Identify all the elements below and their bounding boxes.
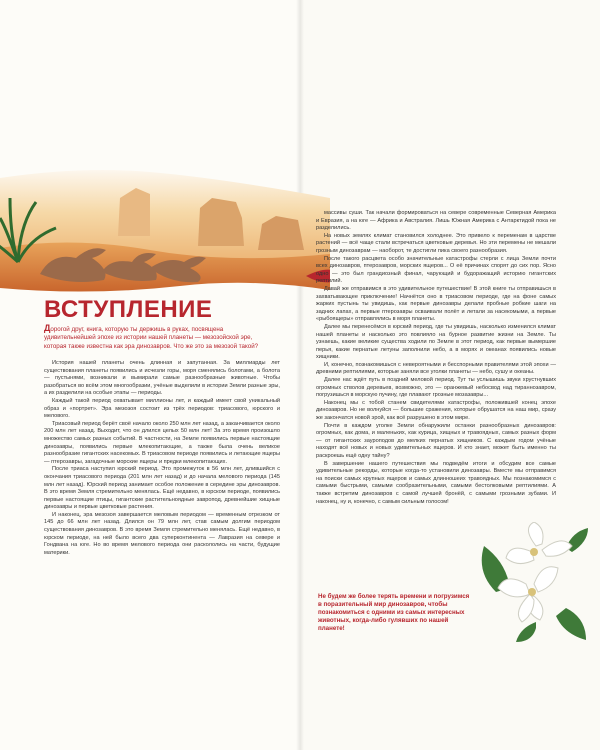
body-paragraph: На новых землях климат становился холоднее. Это привело к переменам в царстве растений — всё чаще стали встречаться цветковые деревья. Но эти перемены не мешали грозным динозаврам — наоборот, те достигли пика своего разнообразия. [316, 232, 556, 254]
body-paragraph: Далее мы перенесёмся в юрский период, где ты увидишь, насколько изменился климат нашей планеты и насколько это повлияло на бурное развитие жизни на Земле. Ты узнаешь, какие великие существа ходили по Земле в этот период, как первые вымершие перья, какие пернатые летуны заполнили небо, а в морях и океанах появились новые хищники. [316, 323, 556, 361]
dinosaur-illustration [0, 158, 330, 308]
body-paragraph: И наконец, эра мезозоя завершается меловым периодом — временным отрезком от 145 до 66 млн лет назад. Длился он 79 млн лет, став самым долгим периодом существования динозавров. В это время Земля стремительно менялась. Ещё недавно, в юрском периоде, на ней было всего два суперконтинента — Лавразия на севере и Гондвана на юге. Но во время мелового периода они раскололись на части, будущие материки. [44, 511, 280, 556]
body-paragraph: После такого расцвета особо значительные катастрофы стерли с лица Земли почти всех динозавров, птерозавров, морских ящеров... О её причинах спорят до сих пор. Ясно одно — это был грандиозный финал, чарующий и будоражащий историю гигантских рептилий. [316, 255, 556, 285]
body-paragraph: Триасовый период берёт своё начало около 250 млн лет назад, а заканчивается около 200 млн лет назад. Выходит, что он длился целых 50 млн лет! За это время произошло множество самых разных событий. В частности, на Земле появились первые настоящие динозавры, появились первые млекопитающие, а также была очень великое разнообразие гигантских насекомых. В триасовом периоде появились и летающие ящеры — птерозавры, загадочные морские ящеры и предки млекопитающих. [44, 420, 280, 465]
magnolia-blossoms [498, 522, 572, 622]
body-paragraph: Каждый такой период охватывает миллионы лет, и каждый имеет свой уникальный образ и «портрет». Эра мезозоя состоит из трёх периодов: триасового, юрского и мелового. [44, 397, 280, 420]
body-paragraph: Наконец мы с тобой станем свидетелями катастрофы, положившей конец эпохе динозавров. Но не волнуйся — большие сражения, которые обрушатся на наш мир, сразу же закончатся новой эрой, как всё разрушено в этом мире. [316, 399, 556, 422]
body-paragraph: После триаса наступил юрский период. Это промежуток в 56 млн лет, длившийся с окончания триасового периода (201 млн лет назад) и до начала мелового периода (145 млн лет назад). Юрский период занимает особое положение в середине эры динозавров. В это время Земля стремительно менялась. Ещё недавно, в юрском периоде, появились первые настоящие птицы, гигантские растительноядные завропод, древнейшие хищные динозавры и первые цветковые растения. [44, 466, 280, 511]
body-paragraph: массивы суши. Так начали формироваться на севере современные Северная Америка и Евразия, а на юге — Африка и Австралия. Лишь Южная Америка с Антарктидой пока не разделились. [316, 210, 556, 232]
lead-paragraph [44, 324, 276, 351]
closing-paragraph: Не будем же более терять времени и погрузимся в поразительный мир динозавров, чтобы познакомиться с одними из самых интересных животных, когда-либо гулявших по нашей планете! [318, 593, 470, 632]
book-gutter [296, 0, 304, 750]
body-paragraph: История нашей планеты очень длинная и запутанная. За миллиарды лет существования планеты появились и исчезли горы, моря сменялись болотами, а болота — пустынями, возникали и вымирали самые разнообразные животные. Чтобы разобраться во всём этом многообразии, учёные выделили в истории Земли разные эры, а их разделили на особые этапы — периоды. [44, 360, 280, 397]
page-title: ВСТУПЛЕНИЕ [44, 296, 213, 323]
body-paragraph: Почти в каждом уголке Земли обнаружили останки разнообразных динозавров: огромных, как дома, и маленьких, как курица, хищных и травоядных, самых разных форм — от гигантских зауроподов до мелких пернатых хищников. С каждым годом учёные находят всё новых и новых удивительных ящеров. И кто знает, может быть именно ты раскроешь ещё одну тайну? [316, 422, 556, 459]
mesa-rock [198, 198, 244, 246]
flower-center [528, 588, 536, 596]
body-paragraph: И, конечно, познакомишься с невероятными и бесспорными правителями этой эпохи — древними рептилиями, которые заняли все уголки планеты — небо, сушу и океаны. [316, 361, 556, 376]
magnolia-flower-illustration [476, 522, 588, 642]
right-column-text [316, 210, 556, 506]
body-paragraph: В завершение нашего путешествия мы подведём итоги и обсудим все самые удивительные рекорды, которые когда-то установили динозавры. Вместе мы отправимся на поиски самых крупных ящеров и самых длинношеих травоядных. Мы познакомимся с самыми быстрыми, самыми сообразительными, самыми бестолковыми рептилиями. А также встретим динозавров с самой лучшей бронёй, с самыми грозными зубами. И наконец, ну и, конечно, с самым сильным голосом! [316, 460, 556, 505]
lead-text: орогой друг, книга, которую ты держишь в руках, посвящена удивительнейшей эпохе из истории нашей планеты — мезозойской эре, которая также известна как эра динозавров. Что же это за мезозой такой? [44, 326, 259, 350]
body-paragraph: Давай же отправимся в это удивительное путешествие! В этой книге ты отправишься в захватывающее приключение! Начнётся оно в триасовом периоде, где на фоне самых жарких пустынь ты увидишь, как первые динозавры делали пробные робкие шаги на задних лапах, а первые птерозавры осваивали полёт и летали за насекомыми, а первые «рыбоящеры» отправлялись в моря планеты. [316, 285, 556, 323]
body-paragraph: Далее нас ждёт путь в поздний меловой период. Тут ты услышишь звуки хрустнувших огромных стволов деревьев, возможно, это — оранжевый небосвод над тираннозавром, погрузишься в морскую пучину, где плавают грозные мозазавры... [316, 377, 556, 399]
flower-center [530, 548, 538, 556]
drop-cap: Д [44, 323, 51, 333]
left-column-text [44, 360, 280, 557]
